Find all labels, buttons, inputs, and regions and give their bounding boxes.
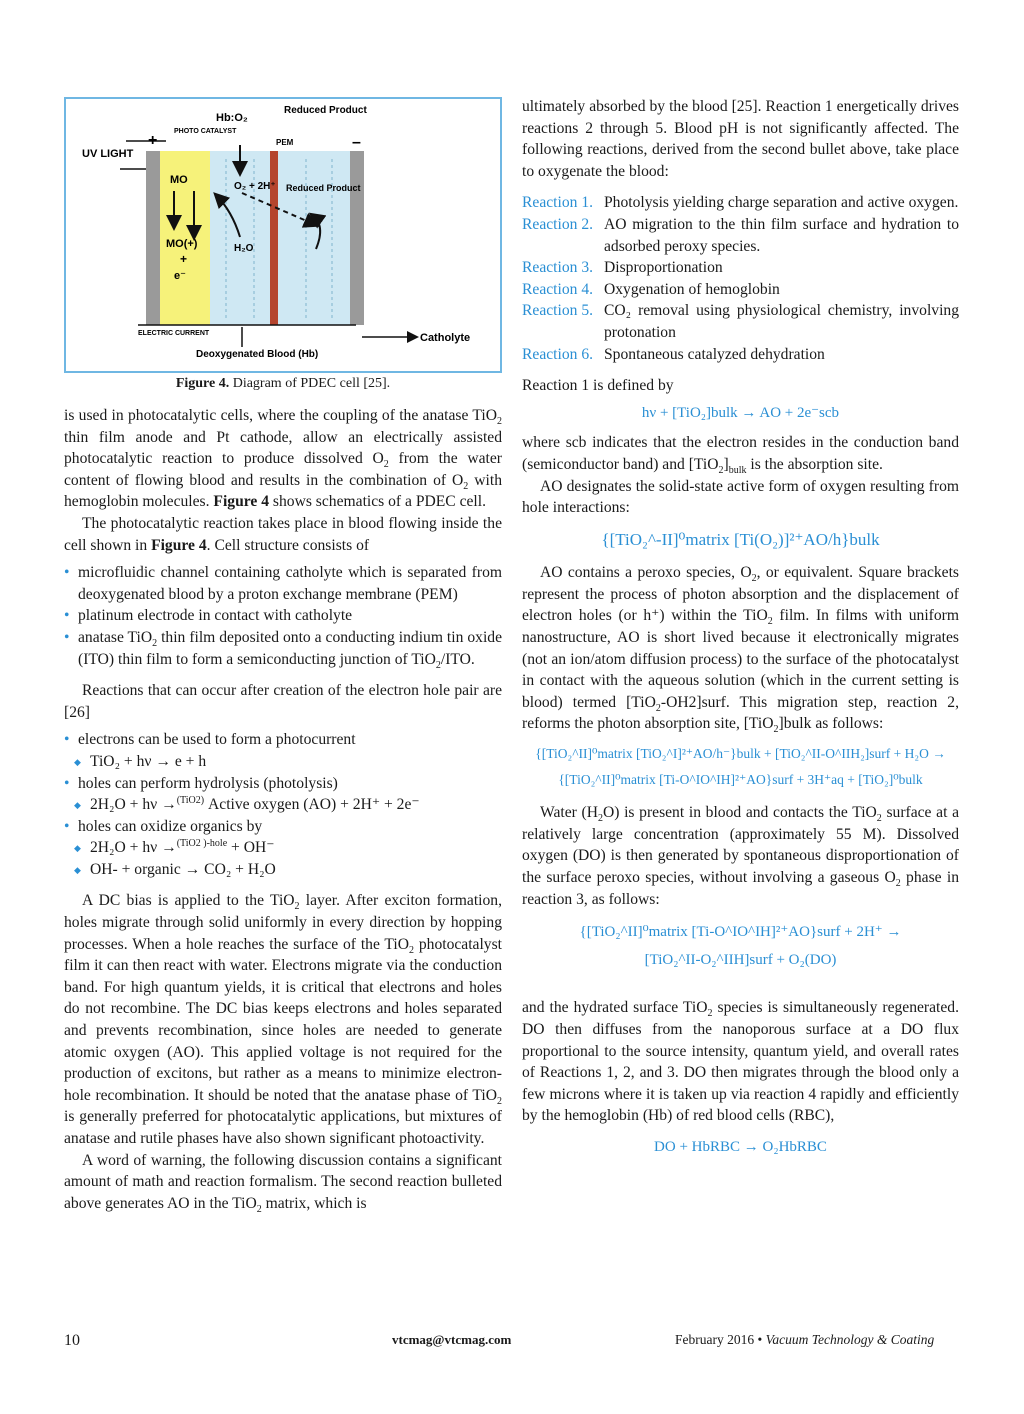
label-plus-terminal: + bbox=[148, 132, 158, 149]
label-electric-current: ELECTRIC CURRENT bbox=[138, 330, 210, 337]
list-item: ◆ OH- + organic → CO₂ + H₂O bbox=[64, 859, 502, 881]
label-photo-catalyst: PHOTO CATALYST bbox=[174, 128, 237, 135]
label-electron: e⁻ bbox=[174, 270, 186, 282]
left-column bbox=[64, 405, 502, 1214]
paragraph-ao-designates: AO designates the solid-state active form of oxygen resulting from hole interactions: bbox=[522, 477, 959, 517]
reaction-item-4: Reaction 4. Oxygenation of hemoglobin bbox=[522, 280, 780, 298]
equation-4-line-2: [TiO₂^II-O₂^IIH]surf + O₂(DO) bbox=[644, 951, 837, 968]
footer-email[interactable]: vtcmag@vtcmag.com bbox=[392, 1332, 512, 1347]
reaction-item-3: Reaction 3. Disproportionation bbox=[522, 259, 723, 277]
reaction-item-6: Reaction 6. Spontaneous catalyzed dehydration bbox=[522, 345, 825, 363]
label-mo-plus: MO(+) bbox=[166, 238, 198, 250]
figure-caption-label: Figure 4. bbox=[175, 376, 230, 391]
reaction-item-2: Reaction 2. AO migration to the thin film surface and hydration to adsorbed peroxy species. bbox=[522, 215, 959, 255]
label-pem: PEM bbox=[276, 138, 294, 147]
equation-5: DO + HbRBC → O₂HbRBC bbox=[654, 1138, 827, 1155]
paragraph-reaction1-defined: Reaction 1 is defined by bbox=[522, 377, 674, 395]
figure-4-diagram bbox=[64, 97, 502, 373]
equation-2: {[TiO₂^-II]⁰matrix [Ti(O₂)]²⁺AO/h}bulk bbox=[601, 529, 880, 549]
equation-1: hν + [TiO₂]bulk → AO + 2e⁻scb bbox=[641, 404, 840, 421]
paragraph-hydrated-surface: and the hydrated surface TiO$_2$ species is simultaneously regenerated. DO then diffuses from the nanoporous surface at a DO flux proportional to the source intensity, quantum yield, and overall rates of Reactions 1, 2, and 3. DO then migrates through the blood only a few microns where it is taken up via reaction 4 rapidly and efficiently by the hemoglobin (Hb) of red blood cells (RBC), bbox=[522, 999, 959, 1125]
list-item: • holes can perform hydrolysis (photolysis) bbox=[64, 773, 502, 795]
paragraph-cell-structure: The photocatalytic reaction takes place in blood flowing inside the cell shown in Figure 4. Cell structure consists of bbox=[64, 514, 502, 554]
label-reduced-product-top: Reduced Product bbox=[284, 105, 367, 116]
cell-structure-list bbox=[64, 562, 502, 670]
label-h2o: H₂O bbox=[234, 243, 254, 254]
right-column bbox=[522, 96, 959, 1159]
anode-electrode bbox=[146, 151, 160, 325]
label-hb-o2: Hb:O₂ bbox=[216, 112, 248, 124]
paragraph-reactions-intro: Reactions that can occur after creation of the electron hole pair are [26] bbox=[64, 682, 502, 721]
list-item: • electrons can be used to form a photocurrent bbox=[64, 729, 502, 751]
reaction-list bbox=[522, 192, 959, 365]
equation-3-line-1: {[TiO₂^II]⁰matrix [TiO₂^I]²⁺AO/h⁻}bulk + [TiO₂^II-O^IIH₂]surf + H₂O → bbox=[535, 746, 946, 762]
paragraph-pdec-intro: is used in photocatalytic cells, where the coupling of the anatase TiO$_2$ thin film anode and Pt cathode, allow an electrically assisted photocatalytic reaction to produce dissolved $O_2$ from the water content of flowing blood and results in the combination of $O_2$ with hemoglobin molecules. Figure 4 shows schematics of a PDEC cell. bbox=[64, 407, 502, 511]
figure-caption-text: Diagram of PDEC cell [25]. bbox=[229, 376, 391, 391]
reactions-list bbox=[64, 729, 502, 880]
pdec-cell-diagram bbox=[66, 99, 500, 371]
list-item: ◆ 2H₂O + hν →$^{(TiO2 )-hole}$ + OH⁻ bbox=[64, 837, 502, 859]
label-uv-light: UV LIGHT bbox=[82, 148, 134, 160]
label-mo: MO bbox=[170, 174, 188, 186]
paragraph-continuation: ultimately absorbed by the blood [25]. Reaction 1 energetically drives reactions 2 through 5. Blood pH is not significantly affected. The following reactions, derived from the second bullet above, take place to oxygenate the blood: bbox=[522, 98, 959, 180]
label-plus-small: + bbox=[180, 252, 188, 266]
footer-publication: February 2016 • Vacuum Technology & Coating bbox=[675, 1332, 935, 1347]
reaction-item-5: Reaction 5. CO₂ removal using physiological chemistry, involving protonation bbox=[522, 302, 959, 341]
pem-membrane bbox=[270, 151, 278, 325]
list-item: • anatase TiO$_2$ thin film deposited onto a conducting indium tin oxide (ITO) thin film to form a semiconducting junction of TiO$_2$/ITO. bbox=[64, 627, 502, 670]
paragraph-scb: where scb indicates that the electron resides in the conduction band (semiconductor band) and $[TiO_2]_{bulk}$ is the absorption site. bbox=[522, 434, 959, 477]
list-item: ◆ 2H₂O + hν →$^{(TiO2)}$ Active oxygen (AO) + 2H⁺ + 2e⁻ bbox=[64, 794, 502, 816]
list-item: • holes can oxidize organics by bbox=[64, 816, 502, 838]
reaction-item-1: Reaction 1. Photolysis yielding charge separation and active oxygen. bbox=[522, 194, 959, 212]
figure-caption bbox=[64, 376, 502, 392]
list-item: ◆ TiO₂ + hν → e + h bbox=[64, 751, 502, 773]
label-deoxygenated-blood: Deoxygenated Blood (Hb) bbox=[196, 349, 319, 360]
cathode-electrode bbox=[350, 151, 364, 325]
equation-3-line-2: {[TiO₂^II]⁰matrix [Ti-O^IO^IH]²⁺AO}surf + 3H⁺aq + [TiO₂]⁰bulk bbox=[558, 771, 923, 787]
label-o2-2h: O₂ + 2H⁺ bbox=[234, 181, 276, 192]
list-item: • platinum electrode in contact with catholyte bbox=[64, 605, 502, 627]
paragraph-water: Water $(H_2O)$ is present in blood and contacts the TiO$_2$ surface at a relatively large concentration (approximately 55 M). Dissolved oxygen (DO) is then generated by spontaneous disproportionation of the surface peroxo species, without involving a gaseous $O_2$ phase in reaction 3, as follows: bbox=[522, 804, 959, 908]
paragraph-ao-peroxo: AO contains a peroxo species, $O_2$, or equivalent. Square brackets represent the process of photon absorption and the displacement of electron holes (or h⁺) within the TiO$_2$ film. In films with uniform nanostructure, AO is short lived because it electronically migrates (not an ion/atom diffusion process) to the surface of the photocatalyst in contact with the aqueous solution (which in the current setting is blood) termed [TiO$_2$-OH2]surf. This migration step, reaction 2, reforms the photon absorption site, [TiO$_2$]bulk as follows: bbox=[522, 564, 959, 736]
list-item: • microfluidic channel containing catholyte which is separated from deoxygenated blood by a proton exchange membrane (PEM) bbox=[64, 562, 502, 605]
blood-channel bbox=[210, 151, 270, 325]
label-catholyte: Catholyte bbox=[420, 332, 471, 344]
label-reduced-product-mid: Reduced Product bbox=[286, 183, 361, 193]
paragraph-warning: A word of warning, the following discussion contains a significant amount of math and reaction formalism. The second reaction bulleted above generates AO in the TiO$_2$ matrix, which is bbox=[64, 1151, 502, 1215]
page-number: 10 bbox=[64, 1332, 80, 1349]
label-minus-terminal: – bbox=[352, 134, 361, 151]
catholyte-channel bbox=[278, 151, 350, 325]
equation-4-line-1: {[TiO₂^II]⁰matrix [Ti-O^IO^IH]²⁺AO}surf + 2H⁺ → bbox=[579, 924, 902, 941]
paragraph-dc-bias: A DC bias is applied to the TiO$_2$ layer. After exciton formation, holes migrate through solid uniformly in every direction by hopping processes. When a hole reaches the surface of the TiO$_2$ photocatalyst film it can then react with water. Electrons migrate via the conduction band. For high quantum yields, it is critical that electrons and holes do not recombine. The DC bias keeps electrons and holes separated and prevents recombination, since holes are needed to generate atomic oxygen (AO). This applied voltage is not required for the production of excitons, but rather as a means to minimize electron- hole recombination. It should be noted that the anatase phase of TiO$_2$ is generally preferred for photocatalytic applications, but mixtures of anatase and rutile phases have also shown significant photoactivity. bbox=[64, 892, 502, 1147]
